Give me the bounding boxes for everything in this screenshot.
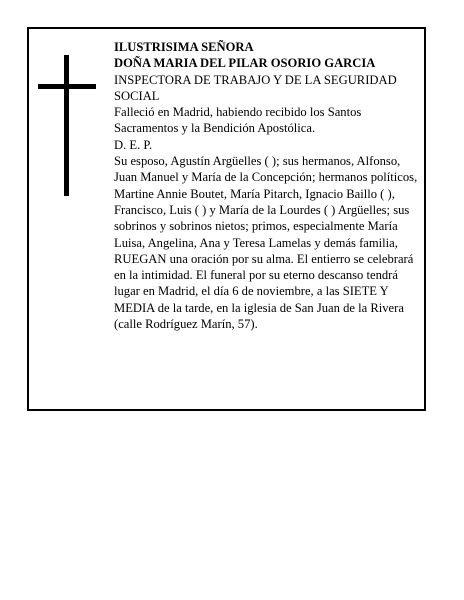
cross-icon-crossbar (38, 84, 96, 89)
rip-text: D. E. P. (114, 137, 153, 152)
deceased-position: INSPECTORA DE TRABAJO Y DE LA SEGURIDAD SOCIAL (114, 72, 397, 103)
funeral-details: RUEGAN una oración por su alma. El entierro se celebrará en la intimidad. El funeral por su eterno descanso tendrá lugar en Madrid, el día 6 de noviembre, a las SIETE Y MEDIA de la tarde, en la iglesia de San Juan de la Rivera (calle Rodríguez Marín, 57). (114, 251, 414, 332)
family-list: Su esposo, Agustín Argüelles ( ); sus hermanos, Alfonso, Juan Manuel y María de la Concepción; hermanos políticos, Martine Annie Boutet, María Pitarch, Ignacio Baillo ( ), Francisco, Luis ( ) y María de la Lourdes ( ) Argüelles; sus sobrinos y sobrinos nietos; primos, especialmente María Luisa, Angelina, Ana y Teresa Lamelas y demás familia, (114, 154, 418, 250)
cross-icon (64, 55, 69, 196)
obituary-text (114, 39, 422, 332)
death-statement: Falleció en Madrid, habiendo recibido los Santos Sacramentos y la Bendición Apostólica. (114, 105, 362, 136)
deceased-name: DOÑA MARIA DEL PILAR OSORIO GARCIA (114, 56, 376, 71)
honorific: ILUSTRISIMA SEÑORA (114, 40, 254, 54)
